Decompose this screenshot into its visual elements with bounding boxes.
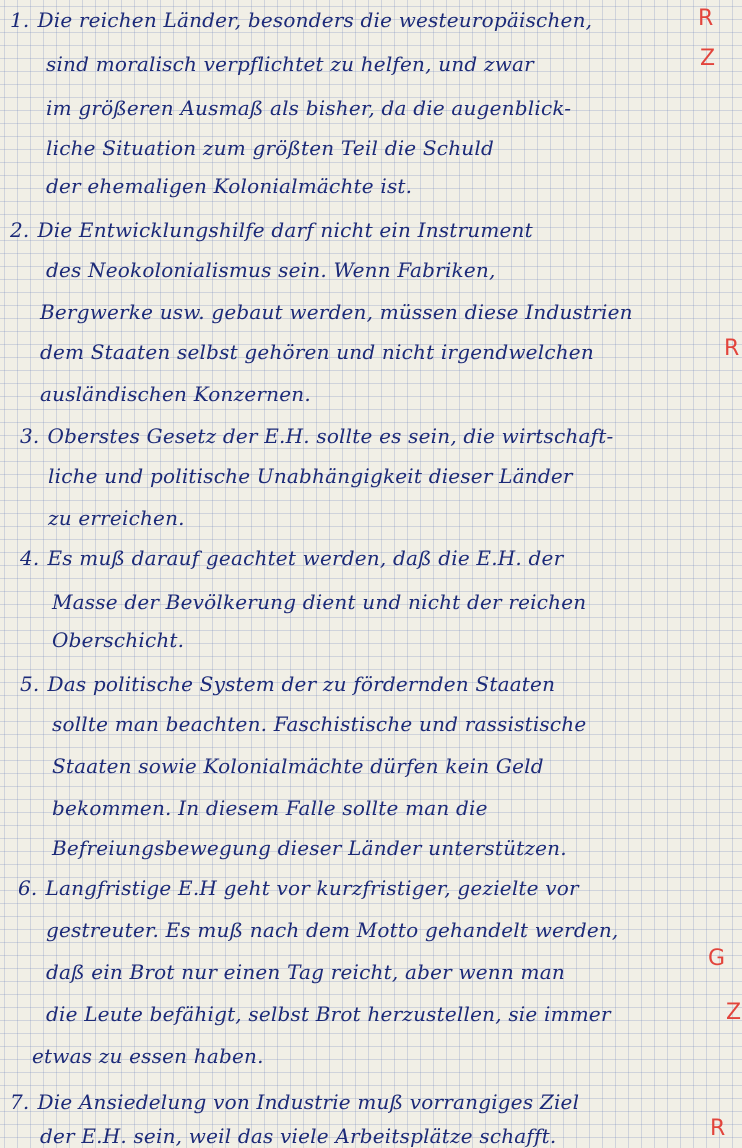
item-1-line-2: sind moralisch verpflichtet zu helfen, und zwar (46, 52, 534, 76)
item-5-line-3: Staaten sowie Kolonialmächte dürfen kein Geld (52, 754, 544, 778)
item-2-number: 2. (10, 218, 30, 242)
item-6-line-3: daß ein Brot nur einen Tag reicht, aber wenn man (46, 960, 565, 984)
item-5-line-5: Befreiungsbewegung dieser Länder unterstützen. (52, 836, 567, 860)
item-1-line-4: liche Situation zum größten Teil die Schuld (46, 136, 494, 160)
item-5-line-1: 5. Das politische System der zu fördernden Staaten (20, 672, 556, 696)
item-7-number: 7. (10, 1090, 30, 1114)
item-4-line-3: Oberschicht. (52, 628, 185, 652)
item-6-line-2: gestreuter. Es muß nach dem Motto gehandelt werden, (46, 918, 619, 942)
item-6-line-5: etwas zu essen haben. (32, 1044, 264, 1068)
item-2-line-1: 2. Die Entwicklungshilfe darf nicht ein Instrument (10, 218, 533, 242)
item-2-line-4: dem Staaten selbst gehören und nicht irgendwelchen (40, 340, 594, 364)
item-1-line-1: 1. Die reichen Länder, besonders die westeuropäischen, (10, 8, 593, 32)
correction-mark-r: R (724, 336, 740, 361)
item-1-line-5: der ehemaligen Kolonialmächte ist. (46, 174, 413, 198)
correction-mark-g: G (708, 946, 726, 971)
item-3-line-2: liche und politische Unabhängigkeit dieser Länder (48, 464, 573, 488)
item-5-number: 5. (20, 672, 40, 696)
item-5-line-4: bekommen. In diesem Falle sollte man die (52, 796, 488, 820)
item-2-line-2: des Neokolonialismus sein. Wenn Fabriken, (46, 258, 496, 282)
item-6-line-1: 6. Langfristige E.H geht vor kurzfristiger, gezielte vor (18, 876, 579, 900)
item-1-line-3: im größeren Ausmaß als bisher, da die augenblick- (46, 96, 572, 120)
correction-mark-r: R (698, 6, 714, 31)
item-3-number: 3. (20, 424, 40, 448)
item-4-number: 4. (20, 546, 40, 570)
item-3-line-1: 3. Oberstes Gesetz der E.H. sollte es sein, die wirtschaft- (20, 424, 614, 448)
item-6-line-4: die Leute befähigt, selbst Brot herzustellen, sie immer (46, 1002, 611, 1026)
item-3-line-3: zu erreichen. (48, 506, 185, 530)
correction-mark-z: Z (726, 1000, 742, 1025)
item-7-line-2: der E.H. sein, weil das viele Arbeitsplätze schafft. (40, 1124, 557, 1148)
item-6-number: 6. (18, 876, 38, 900)
item-1-number: 1. (10, 8, 30, 32)
item-7-line-1: 7. Die Ansiedelung von Industrie muß vorrangiges Ziel (10, 1090, 580, 1114)
item-4-line-1: 4. Es muß darauf geachtet werden, daß die E.H. der (20, 546, 564, 570)
item-4-line-2: Masse der Bevölkerung dient und nicht der reichen (52, 590, 587, 614)
item-5-line-2: sollte man beachten. Faschistische und rassistische (52, 712, 587, 736)
item-2-line-5: ausländischen Konzernen. (40, 382, 311, 406)
item-2-line-3: Bergwerke usw. gebaut werden, müssen diese Industrien (40, 300, 633, 324)
correction-mark-r: R (710, 1116, 726, 1141)
correction-mark-z: Z (700, 46, 716, 71)
